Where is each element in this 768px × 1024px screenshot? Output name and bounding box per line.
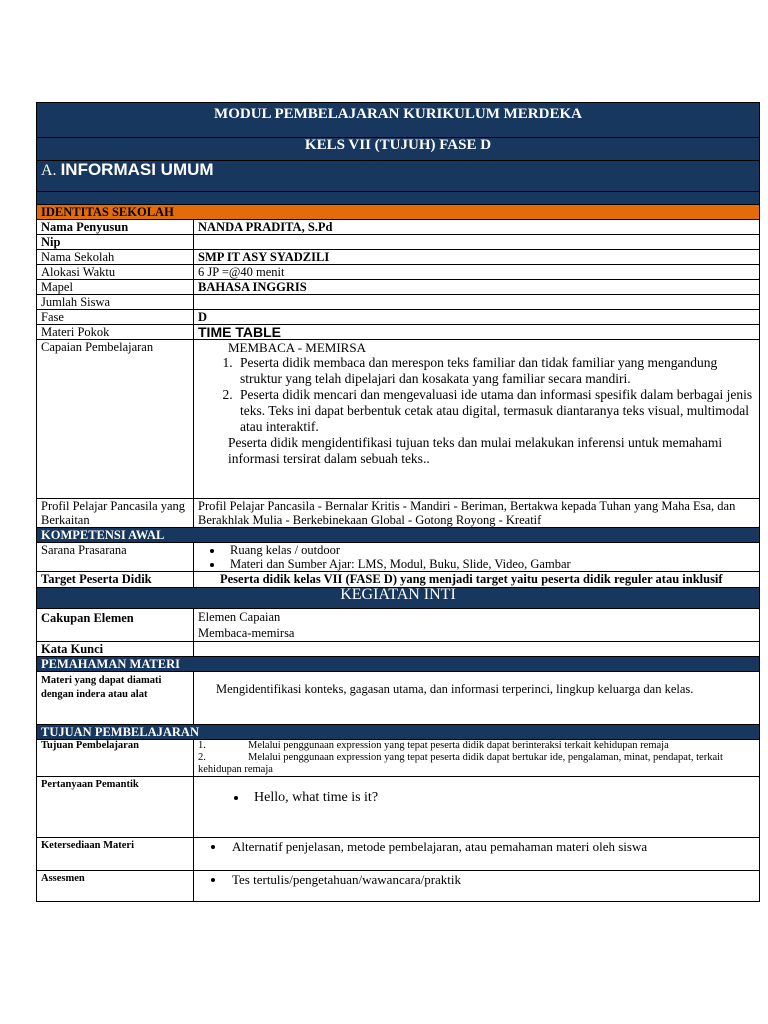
list-item: 2. Peserta didik mencari dan mengevaluasi ide utama dan informasi spesifik dalam berbagai jenis teks. Teks ini dapat berbentuk cetak atau digital, termasuk diantaranya teks visual, multimodal atau interaktif. — [236, 387, 755, 435]
table-row — [37, 295, 760, 310]
profil-value: Profil Pelajar Pancasila - Bernalar Kritis - Mandiri - Beriman, Bertakwa kepada Tuhan yang Maha Esa, dan Berakhlak Mulia - Berkebinekaan Global - Gotong Royong - Kreatif — [194, 499, 760, 528]
list-item: • Tes tertulis/pengetahuan/wawancara/praktik — [226, 873, 755, 887]
item-number: 2. — [198, 752, 206, 763]
profil-row — [37, 499, 760, 528]
ketersediaan-row — [37, 838, 760, 871]
ketersediaan-list — [198, 840, 755, 854]
sarana-row — [37, 543, 760, 572]
list-item: • Hello, what time is it? — [248, 791, 755, 805]
capaian-content — [194, 340, 760, 499]
module-title: MODUL PEMBELAJARAN KURIKULUM MERDEKA — [37, 103, 760, 138]
capaian-label: Capaian Pembelajaran — [37, 340, 194, 499]
title-row — [37, 103, 760, 138]
table-row — [37, 325, 760, 340]
tujuan-heading-row — [37, 725, 760, 740]
tujuan-label: Tujuan Pembelajaran — [37, 740, 194, 777]
assesmen-content — [194, 871, 760, 902]
row-value — [194, 235, 760, 250]
assesmen-label: Assesmen — [37, 871, 194, 902]
row-label: Alokasi Waktu — [37, 265, 194, 280]
section-letter: A. — [41, 162, 57, 179]
item-number: 1. — [198, 740, 206, 751]
pemahaman-heading: PEMAHAMAN MATERI — [37, 657, 760, 672]
row-label: Fase — [37, 310, 194, 325]
pemantik-list — [198, 791, 755, 805]
subtitle-row — [37, 138, 760, 161]
capaian-heading: MEMBACA - MEMIRSA — [228, 340, 366, 355]
list-item: 1. Peserta didik membaca dan merespon teks familiar dan tidak familiar yang mengandung struktur yang telah dipelajari dan kosakata yang familiar secara mandiri. — [236, 355, 755, 387]
item-text: Melalui penggunaan expression yang tepat peserta didik dapat bertukar ide, pengalaman, minat, pendapat, terkait kehidupan remaja — [198, 752, 723, 775]
target-value: Peserta didik kelas VII (FASE D) yang menjadi target yaitu peserta didik reguler atau inklusif — [194, 572, 760, 588]
target-label: Target Peserta Didik — [37, 572, 194, 588]
row-label: Nip — [37, 235, 194, 250]
table-row — [37, 220, 760, 235]
pemantik-content — [194, 777, 760, 838]
cakupan-line-2: Membaca-memirsa — [198, 626, 295, 640]
cakupan-row — [37, 609, 760, 642]
tujuan-content — [194, 740, 760, 777]
pemahaman-label: Materi yang dapat diamati dengan indera atau alat — [37, 672, 194, 725]
row-value: TIME TABLE — [194, 325, 760, 340]
section-title: INFORMASI UMUM — [60, 160, 214, 179]
kata-kunci-label: Kata Kunci — [37, 642, 194, 657]
table-row — [37, 265, 760, 280]
sarana-content — [194, 543, 760, 572]
sarana-label: Sarana Prasarana — [37, 543, 194, 572]
table-row — [37, 250, 760, 265]
pemahaman-value: Mengidentifikasi konteks, gagasan utama, dan informasi terperinci, lingkup keluarga dan kelas. — [216, 682, 694, 696]
module-document — [36, 102, 760, 902]
list-item: • Ruang kelas / outdoor — [224, 543, 755, 557]
kata-kunci-row — [37, 642, 760, 657]
navy-spacer — [37, 192, 760, 205]
row-value: D — [194, 310, 760, 325]
cakupan-content — [194, 609, 760, 642]
capaian-row — [37, 340, 760, 499]
pemantik-label: Pertanyaan Pemantik — [37, 777, 194, 838]
capaian-list — [198, 355, 755, 435]
section-a-row — [37, 161, 760, 192]
table-row — [37, 280, 760, 295]
pemahaman-row — [37, 672, 760, 725]
row-label: Jumlah Siswa — [37, 295, 194, 310]
pemahaman-value-cell — [194, 672, 760, 725]
kompetensi-heading: KOMPETENSI AWAL — [37, 528, 760, 543]
module-subtitle: KELS VII (TUJUH) FASE D — [37, 138, 760, 161]
kompetensi-heading-row — [37, 528, 760, 543]
tujuan-row — [37, 740, 760, 777]
row-value: 6 JP =@40 menit — [194, 265, 760, 280]
identitas-heading-row — [37, 205, 760, 220]
list-item: • Alternatif penjelasan, metode pembelajaran, atau pemahaman materi oleh siswa — [226, 840, 755, 854]
module-table — [36, 102, 760, 902]
table-row — [37, 310, 760, 325]
list-item — [198, 740, 755, 752]
row-value — [194, 295, 760, 310]
row-value: NANDA PRADITA, S.Pd — [194, 220, 760, 235]
ketersediaan-label: Ketersediaan Materi — [37, 838, 194, 871]
row-value: SMP IT ASY SYADZILI — [194, 250, 760, 265]
item-text: Melalui penggunaan expression yang tepat peserta didik dapat berinteraksi terkait kehidupan remaja — [248, 740, 669, 751]
kegiatan-heading-row — [37, 588, 760, 609]
cakupan-label: Cakupan Elemen — [37, 609, 194, 642]
cakupan-line-1: Elemen Capaian — [198, 610, 281, 624]
row-label: Mapel — [37, 280, 194, 295]
ketersediaan-content — [194, 838, 760, 871]
tujuan-heading: TUJUAN PEMBELAJARAN — [37, 725, 760, 740]
capaian-closing: Peserta didik mengidentifikasi tujuan teks dan mulai melakukan inferensi untuk memahami informasi tersirat dalam sebuah teks.. — [228, 435, 723, 466]
sarana-list — [198, 543, 755, 571]
section-a-spacer — [37, 192, 760, 205]
list-item: • Materi dan Sumber Ajar: LMS, Modul, Buku, Slide, Video, Gambar — [224, 557, 755, 571]
row-label: Nama Sekolah — [37, 250, 194, 265]
pemahaman-heading-row — [37, 657, 760, 672]
kegiatan-heading: KEGIATAN INTI — [37, 588, 760, 609]
kata-kunci-value — [194, 642, 760, 657]
table-row — [37, 235, 760, 250]
profil-label: Profil Pelajar Pancasila yang Berkaitan — [37, 499, 194, 528]
row-value: BAHASA INGGRIS — [194, 280, 760, 295]
section-a-heading — [37, 161, 760, 192]
row-label: Materi Pokok — [37, 325, 194, 340]
list-item — [198, 752, 755, 776]
assesmen-list — [198, 873, 755, 887]
assesmen-row — [37, 871, 760, 902]
pemantik-row — [37, 777, 760, 838]
identitas-heading: IDENTITAS SEKOLAH — [37, 205, 760, 220]
row-label: Nama Penyusun — [37, 220, 194, 235]
